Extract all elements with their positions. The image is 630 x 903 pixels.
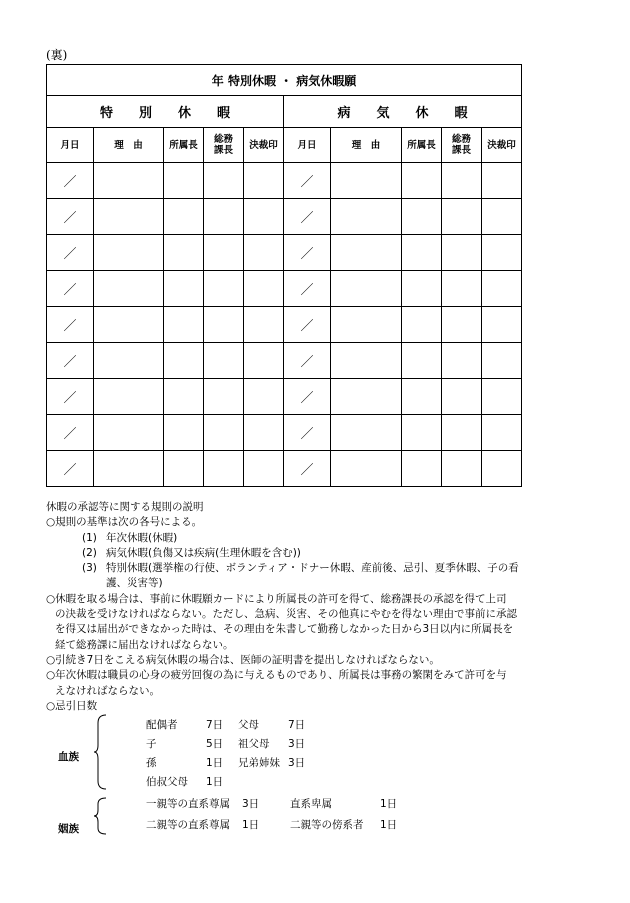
cell-supervisor-special[interactable] — [164, 451, 204, 487]
cell-date-special[interactable] — [47, 379, 94, 415]
blood-item: 1日 — [206, 776, 224, 788]
rules-explanation — [46, 500, 526, 714]
cell-date-special[interactable] — [47, 235, 94, 271]
date-separator: ／ — [63, 391, 77, 406]
cell-general-affairs-sick[interactable] — [442, 415, 482, 451]
leave-row — [47, 343, 522, 379]
cell-general-affairs-special[interactable] — [204, 271, 244, 307]
rule-para-sick-certificate: ○引続き7日をこえる病気休暇の場合は、医師の証明書を提出しなければならない。 — [46, 653, 440, 666]
cell-supervisor-sick[interactable] — [402, 235, 442, 271]
date-separator: ／ — [63, 463, 77, 478]
col-date-special: 月日 — [47, 128, 94, 163]
cell-supervisor-special[interactable] — [164, 415, 204, 451]
cell-supervisor-sick[interactable] — [402, 451, 442, 487]
cell-approval-seal-special[interactable] — [244, 271, 284, 307]
cell-reason-special[interactable] — [94, 163, 164, 199]
cell-general-affairs-sick[interactable] — [442, 379, 482, 415]
cell-general-affairs-special[interactable] — [204, 415, 244, 451]
inlaw-item: 二親等の傍系者 — [290, 819, 364, 831]
date-separator: ／ — [300, 355, 314, 370]
cell-supervisor-sick[interactable] — [402, 415, 442, 451]
date-separator: ／ — [63, 283, 77, 298]
blood-item: 父母 — [238, 719, 259, 731]
cell-approval-seal-sick[interactable] — [482, 343, 522, 379]
cell-supervisor-sick[interactable] — [402, 307, 442, 343]
cell-date-special[interactable] — [47, 415, 94, 451]
cell-approval-seal-special[interactable] — [244, 199, 284, 235]
blood-item: 配偶者 — [146, 719, 178, 731]
cell-date-sick[interactable] — [284, 307, 331, 343]
cell-date-sick[interactable] — [284, 163, 331, 199]
col-approval-seal-sick: 決裁印 — [482, 128, 522, 163]
date-separator: ／ — [300, 283, 314, 298]
leave-row — [47, 199, 522, 235]
rule-item-1: (1) 年次休暇(休暇) — [82, 531, 178, 544]
cell-reason-special[interactable] — [94, 415, 164, 451]
col-supervisor-special: 所属長 — [164, 128, 204, 163]
blood-item: 7日 — [288, 719, 306, 731]
leave-row — [47, 451, 522, 487]
cell-approval-seal-sick[interactable] — [482, 307, 522, 343]
cell-general-affairs-special[interactable] — [204, 307, 244, 343]
cell-reason-sick[interactable] — [331, 235, 402, 271]
cell-date-sick[interactable] — [284, 415, 331, 451]
blood-item: 1日 — [206, 757, 224, 769]
rule-item-2: (2) 病気休暇(負傷又は疾病(生理休暇を含む)) — [82, 546, 301, 559]
leave-row — [47, 379, 522, 415]
special-leave-section-title: 特 別 休 暇 — [47, 96, 284, 128]
rule-para-leave-procedure-1: ○休暇を取る場合は、事前に休暇願カードにより所属長の許可を得て、総務課長の承認を得て上司 — [46, 592, 507, 605]
rule-para-leave-procedure-4: 経て総務課に届出なければならない。 — [55, 638, 234, 651]
cell-reason-special[interactable] — [94, 307, 164, 343]
cell-reason-special[interactable] — [94, 199, 164, 235]
cell-reason-sick[interactable] — [331, 379, 402, 415]
cell-approval-seal-special[interactable] — [244, 307, 284, 343]
col-general-affairs-sick: 総務 課長 — [442, 128, 482, 163]
inlaw-item: 1日 — [242, 819, 260, 831]
leave-request-table — [46, 64, 522, 487]
blood-item: 3日 — [288, 757, 306, 769]
inlaw-item: 3日 — [242, 798, 260, 810]
cell-reason-special[interactable] — [94, 343, 164, 379]
leave-row — [47, 271, 522, 307]
cell-approval-seal-special[interactable] — [244, 235, 284, 271]
leave-row — [47, 307, 522, 343]
cell-general-affairs-special[interactable] — [204, 343, 244, 379]
blood-item: 5日 — [206, 738, 224, 750]
cell-general-affairs-sick[interactable] — [442, 451, 482, 487]
rule-para-leave-procedure-2: の決裁を受けなければならない。ただし、急病、災害、その他真にやむを得ない理由で事前に承認 — [55, 608, 517, 621]
cell-general-affairs-sick[interactable] — [442, 271, 482, 307]
cell-date-sick[interactable] — [284, 235, 331, 271]
inlaw-item: 1日 — [380, 819, 398, 831]
leave-row — [47, 415, 522, 451]
inlaw-item: 直系卑属 — [290, 798, 332, 810]
blood-item: 兄弟姉妹 — [238, 757, 280, 769]
cell-date-sick[interactable] — [284, 451, 331, 487]
cell-general-affairs-sick[interactable] — [442, 163, 482, 199]
blood-item: 祖父母 — [238, 738, 270, 750]
cell-reason-sick[interactable] — [331, 415, 402, 451]
cell-approval-seal-sick[interactable] — [482, 451, 522, 487]
cell-general-affairs-sick[interactable] — [442, 199, 482, 235]
date-separator: ／ — [63, 427, 77, 442]
inlaw-relatives-brace — [94, 796, 108, 836]
cell-approval-seal-sick[interactable] — [482, 415, 522, 451]
inlaw-relatives-label: 姻族 — [58, 823, 79, 835]
cell-date-special[interactable] — [47, 271, 94, 307]
cell-date-sick[interactable] — [284, 199, 331, 235]
cell-reason-special[interactable] — [94, 451, 164, 487]
blood-relatives-label: 血族 — [58, 751, 79, 763]
cell-reason-special[interactable] — [94, 235, 164, 271]
col-approval-seal-special: 決裁印 — [244, 128, 284, 163]
cell-supervisor-special[interactable] — [164, 307, 204, 343]
cell-general-affairs-special[interactable] — [204, 199, 244, 235]
cell-date-sick[interactable] — [284, 379, 331, 415]
blood-item: 子 — [146, 738, 157, 750]
cell-approval-seal-special[interactable] — [244, 415, 284, 451]
blood-item: 孫 — [146, 757, 157, 769]
cell-reason-sick[interactable] — [331, 307, 402, 343]
cell-date-special[interactable] — [47, 163, 94, 199]
cell-reason-special[interactable] — [94, 379, 164, 415]
leave-row — [47, 235, 522, 271]
cell-supervisor-special[interactable] — [164, 199, 204, 235]
blood-item: 伯叔父母 — [146, 776, 188, 788]
cell-date-special[interactable] — [47, 343, 94, 379]
cell-approval-seal-sick[interactable] — [482, 199, 522, 235]
cell-approval-seal-special[interactable] — [244, 343, 284, 379]
cell-supervisor-special[interactable] — [164, 163, 204, 199]
cell-reason-special[interactable] — [94, 271, 164, 307]
cell-date-sick[interactable] — [284, 271, 331, 307]
rules-basis: ○規則の基準は次の各号による。 — [46, 516, 203, 529]
date-separator: ／ — [300, 391, 314, 406]
inlaw-item: 1日 — [380, 798, 398, 810]
col-reason-special: 理 由 — [94, 128, 164, 163]
cell-supervisor-sick[interactable] — [402, 163, 442, 199]
blood-item: 3日 — [288, 738, 306, 750]
date-separator: ／ — [63, 175, 77, 190]
inlaw-item: 一親等の直系尊属 — [146, 798, 230, 810]
cell-general-affairs-sick[interactable] — [442, 235, 482, 271]
leave-row — [47, 163, 522, 199]
cell-supervisor-special[interactable] — [164, 379, 204, 415]
cell-approval-seal-special[interactable] — [244, 163, 284, 199]
date-separator: ／ — [300, 247, 314, 262]
date-separator: ／ — [300, 211, 314, 226]
date-separator: ／ — [300, 175, 314, 190]
cell-date-special[interactable] — [47, 199, 94, 235]
cell-general-affairs-sick[interactable] — [442, 343, 482, 379]
cell-supervisor-sick[interactable] — [402, 379, 442, 415]
cell-supervisor-sick[interactable] — [402, 199, 442, 235]
cell-date-special[interactable] — [47, 307, 94, 343]
rule-item-3: (3) 特別休暇(選挙権の行使、ボランティア・ドナー休暇、産前後、忌引、夏季休暇、子の看 護、災害等) — [82, 562, 519, 590]
mourning-days-heading: ○忌引日数 — [46, 699, 98, 712]
cell-general-affairs-special[interactable] — [204, 163, 244, 199]
date-separator: ／ — [300, 427, 314, 442]
col-general-affairs-special: 総務 課長 — [204, 128, 244, 163]
date-separator: ／ — [300, 319, 314, 334]
rule-para-leave-procedure-3: を得又は届出ができなかった時は、その理由を朱書して勤務しなかった日から3日以内に所属長を — [55, 623, 514, 636]
rule-para-annual-leave-1: ○年次休暇は職員の心身の疲労回復の為に与えるものであり、所属長は事務の繁閑をみて許可を与 — [46, 669, 507, 682]
cell-approval-seal-special[interactable] — [244, 379, 284, 415]
cell-approval-seal-sick[interactable] — [482, 163, 522, 199]
col-supervisor-sick: 所属長 — [402, 128, 442, 163]
rule-para-annual-leave-2: えなければならない。 — [55, 684, 160, 697]
inlaw-item: 二親等の直系尊属 — [146, 819, 230, 831]
cell-reason-sick[interactable] — [331, 451, 402, 487]
cell-supervisor-sick[interactable] — [402, 343, 442, 379]
cell-supervisor-sick[interactable] — [402, 271, 442, 307]
cell-general-affairs-special[interactable] — [204, 235, 244, 271]
cell-general-affairs-special[interactable] — [204, 379, 244, 415]
cell-date-special[interactable] — [47, 451, 94, 487]
cell-approval-seal-sick[interactable] — [482, 271, 522, 307]
cell-reason-sick[interactable] — [331, 271, 402, 307]
cell-date-sick[interactable] — [284, 343, 331, 379]
col-date-sick: 月日 — [284, 128, 331, 163]
form-title: 年 特別休暇 ・ 病気休暇願 — [47, 65, 522, 96]
date-separator: ／ — [300, 463, 314, 478]
cell-general-affairs-special[interactable] — [204, 451, 244, 487]
date-separator: ／ — [63, 319, 77, 334]
cell-reason-sick[interactable] — [331, 343, 402, 379]
cell-approval-seal-sick[interactable] — [482, 379, 522, 415]
cell-supervisor-special[interactable] — [164, 235, 204, 271]
sick-leave-section-title: 病 気 休 暇 — [284, 96, 522, 128]
cell-approval-seal-sick[interactable] — [482, 235, 522, 271]
blood-item: 7日 — [206, 719, 224, 731]
cell-approval-seal-special[interactable] — [244, 451, 284, 487]
col-reason-sick: 理 由 — [331, 128, 402, 163]
back-side-label: (裏) — [46, 48, 68, 62]
rules-heading: 休暇の承認等に関する規則の説明 — [46, 501, 204, 513]
cell-reason-sick[interactable] — [331, 199, 402, 235]
blood-relatives-brace — [94, 713, 108, 791]
cell-supervisor-special[interactable] — [164, 343, 204, 379]
date-separator: ／ — [63, 211, 77, 226]
cell-general-affairs-sick[interactable] — [442, 307, 482, 343]
date-separator: ／ — [63, 247, 77, 262]
date-separator: ／ — [63, 355, 77, 370]
cell-reason-sick[interactable] — [331, 163, 402, 199]
cell-supervisor-special[interactable] — [164, 271, 204, 307]
